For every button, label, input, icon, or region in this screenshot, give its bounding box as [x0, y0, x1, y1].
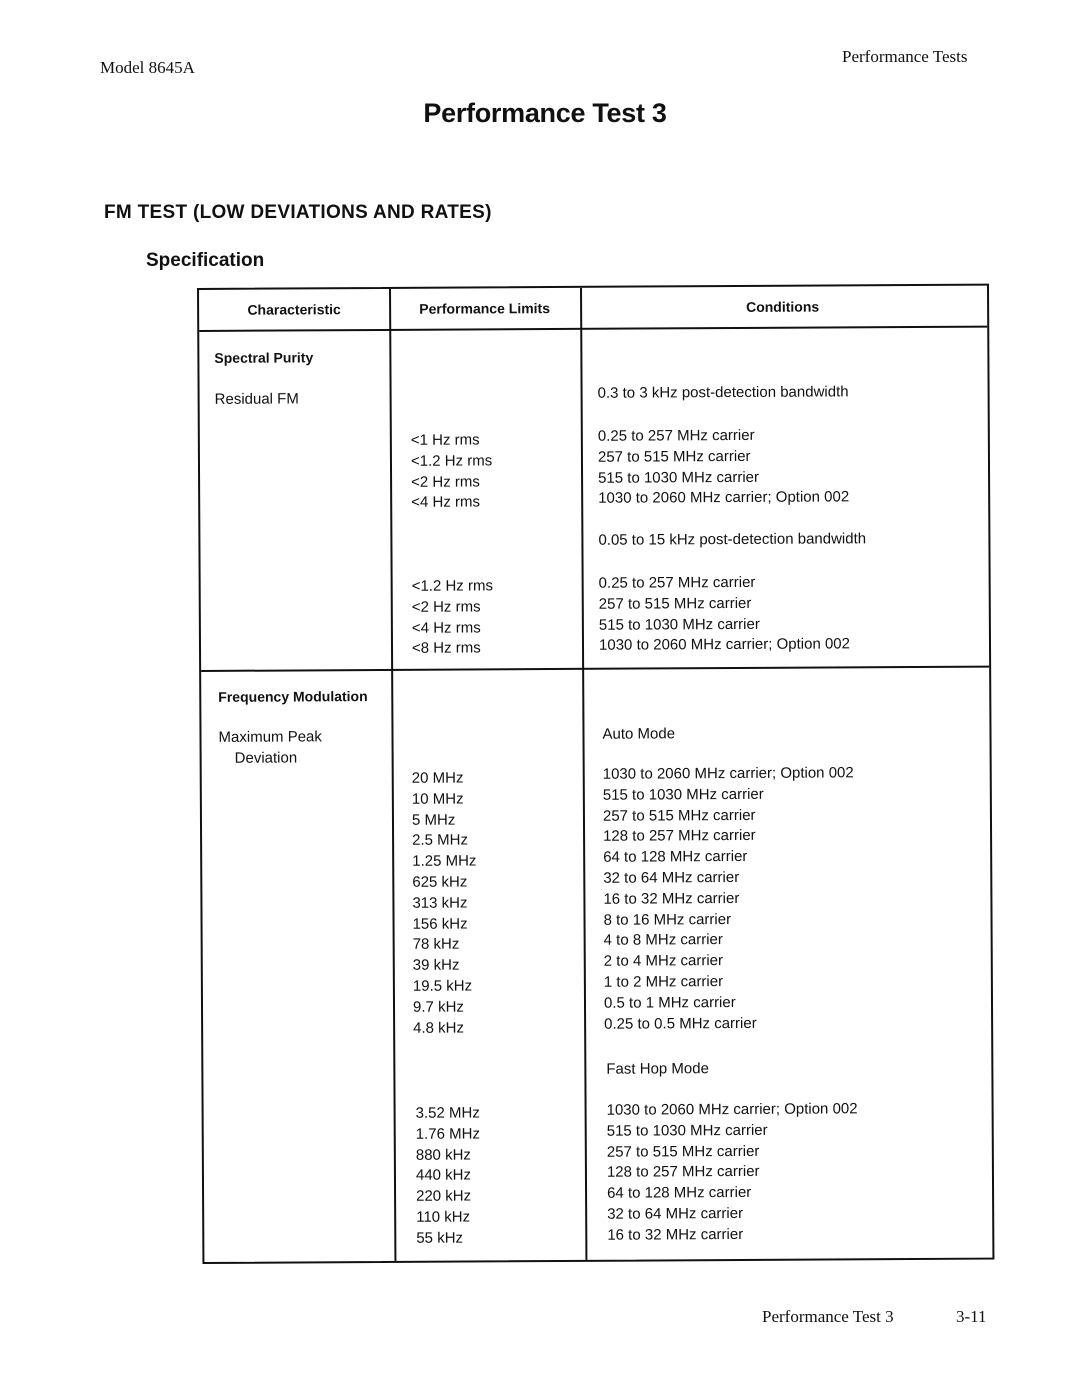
- column-header-characteristic: Characteristic: [247, 301, 341, 318]
- list-item: 64 to 128 MHz carrier: [607, 1184, 752, 1202]
- list-item: 1030 to 2060 MHz carrier; Option 002: [598, 635, 851, 655]
- running-header-section: Performance Tests: [842, 47, 968, 66]
- list-item: 16 to 32 MHz carrier: [603, 889, 740, 908]
- max-peak-deviation-label: Maximum Peak: [218, 728, 322, 746]
- list-item: <2 Hz rms: [411, 473, 480, 491]
- list-item: 257 to 515 MHz carrier: [598, 594, 752, 613]
- subsection-heading: Specification: [146, 250, 265, 271]
- residual-fm-limits-1: [411, 430, 493, 514]
- fast-hop-limits: [416, 1103, 481, 1249]
- list-item: 156 kHz: [412, 915, 468, 933]
- section-heading: FM TEST (LOW DEVIATIONS AND RATES): [104, 202, 492, 223]
- list-item: 4.8 kHz: [413, 1019, 465, 1037]
- list-item: 515 to 1030 MHz carrier: [606, 1121, 768, 1140]
- auto-mode-limits: [412, 768, 478, 1039]
- bandwidth-2-condition: 0.05 to 15 kHz post-detection bandwidth: [598, 530, 867, 549]
- list-item: 39 kHz: [412, 956, 460, 974]
- list-item: 440 kHz: [415, 1166, 472, 1185]
- list-item: 110 kHz: [416, 1208, 471, 1226]
- spectral-purity-characteristic: [214, 347, 313, 410]
- list-item: 257 to 515 MHz carrier: [597, 447, 751, 466]
- spectral-purity-heading: Spectral Purity: [214, 349, 314, 366]
- column-header-performance-limits: Performance Limits: [419, 300, 551, 317]
- fast-hop-mode-label: Fast Hop Mode: [606, 1060, 709, 1078]
- fast-hop-conditions: [607, 1099, 859, 1246]
- list-item: 78 kHz: [412, 935, 460, 954]
- list-item: 20 MHz: [411, 769, 464, 787]
- list-item: 257 to 515 MHz carrier: [606, 1142, 760, 1161]
- residual-fm-label: Residual FM: [214, 390, 299, 408]
- list-item: 1 to 2 MHz carrier: [603, 973, 724, 991]
- list-item: 19.5 kHz: [412, 977, 473, 995]
- list-item: <2 Hz rms: [411, 598, 481, 616]
- list-item: 625 kHz: [412, 873, 468, 891]
- list-item: 16 to 32 MHz carrier: [607, 1225, 744, 1244]
- list-item: 128 to 257 MHz carrier: [603, 827, 756, 846]
- row-divider: [201, 666, 989, 672]
- list-item: <1.2 Hz rms: [411, 577, 493, 595]
- specification-table: [197, 284, 994, 1264]
- column-divider: [389, 289, 396, 1261]
- list-item: 1030 to 2060 MHz carrier; Option 002: [602, 764, 854, 783]
- residual-fm-conditions-1: [598, 425, 849, 510]
- list-item: 8 to 16 MHz carrier: [603, 910, 732, 929]
- list-item: 55 kHz: [416, 1229, 464, 1247]
- page-number: 3-11: [956, 1307, 987, 1326]
- residual-fm-conditions-2: [599, 572, 850, 657]
- running-header-model: Model 8645A: [100, 58, 195, 77]
- list-item: 128 to 257 MHz carrier: [606, 1163, 760, 1182]
- list-item: 1.76 MHz: [415, 1125, 480, 1143]
- max-peak-deviation-label: Deviation: [234, 749, 298, 767]
- bandwidth-1-condition: 0.3 to 3 kHz post-detection bandwidth: [597, 383, 849, 402]
- list-item: 313 kHz: [412, 894, 468, 912]
- list-item: 515 to 1030 MHz carrier: [598, 468, 760, 487]
- frequency-modulation-characteristic: [218, 686, 368, 769]
- auto-mode-conditions: [603, 763, 855, 1035]
- list-item: 1.25 MHz: [412, 852, 477, 870]
- list-item: 64 to 128 MHz carrier: [603, 848, 748, 866]
- list-item: 1030 to 2060 MHz carrier; Option 002: [598, 488, 850, 508]
- list-item: 0.25 to 257 MHz carrier: [598, 573, 756, 592]
- list-item: 0.25 to 257 MHz carrier: [597, 426, 755, 445]
- column-header-conditions: Conditions: [746, 298, 820, 315]
- list-item: 0.5 to 1 MHz carrier: [603, 993, 736, 1012]
- list-item: <1 Hz rms: [410, 431, 480, 449]
- residual-fm-limits-2: [412, 576, 494, 660]
- list-item: 3.52 MHz: [415, 1104, 480, 1122]
- column-divider: [580, 288, 587, 1260]
- list-item: 5 MHz: [411, 811, 456, 829]
- list-item: 32 to 64 MHz carrier: [607, 1204, 744, 1223]
- list-item: 0.25 to 0.5 MHz carrier: [604, 1014, 757, 1033]
- list-item: 257 to 515 MHz carrier: [602, 806, 756, 825]
- page-title: Performance Test 3: [423, 98, 667, 128]
- list-item: <4 Hz rms: [411, 619, 481, 637]
- list-item: 4 to 8 MHz carrier: [603, 931, 723, 950]
- list-item: 2.5 MHz: [412, 831, 468, 850]
- list-item: 9.7 kHz: [412, 998, 464, 1016]
- list-item: <8 Hz rms: [411, 639, 481, 658]
- list-item: 515 to 1030 MHz carrier: [598, 615, 760, 634]
- list-item: 515 to 1030 MHz carrier: [602, 785, 764, 804]
- list-item: 2 to 4 MHz carrier: [603, 952, 724, 970]
- list-item: <1.2 Hz rms: [410, 452, 493, 470]
- auto-mode-label: Auto Mode: [602, 725, 676, 743]
- running-footer-label: Performance Test 3: [762, 1307, 894, 1326]
- list-item: 32 to 64 MHz carrier: [603, 868, 740, 887]
- frequency-modulation-heading: Frequency Modulation: [218, 688, 368, 705]
- list-item: 220 kHz: [416, 1187, 472, 1205]
- list-item: <4 Hz rms: [411, 493, 481, 512]
- list-item: 1030 to 2060 MHz carrier; Option 002: [606, 1100, 858, 1119]
- list-item: 880 kHz: [415, 1146, 471, 1164]
- table-header-row: [199, 286, 987, 332]
- list-item: 10 MHz: [411, 790, 464, 808]
